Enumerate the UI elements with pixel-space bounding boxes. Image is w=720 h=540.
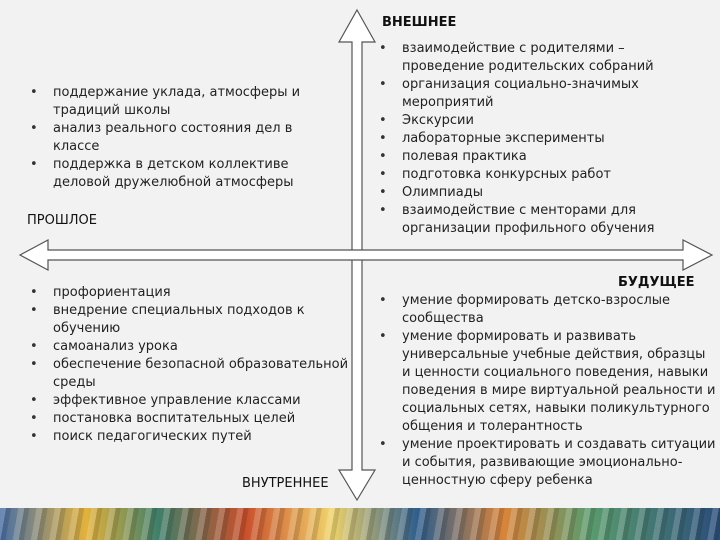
list-item: • постановка воспитательных целей [27, 410, 357, 428]
list-item: • взаимодействие с родителями – проведение родительских собраний [376, 40, 666, 76]
list-item: • подготовка конкурсных работ [376, 166, 666, 184]
list-item: • Олимпиады [376, 184, 666, 202]
list-item: • эффективное управление классами [27, 392, 357, 410]
list-item: • умение формировать и развивать универсальные учебные действия, образцы и ценности социального поведения, навыки поведения в мире виртуальной реальности и социальных сетях, навыки поликультурного общения и толерантность [376, 328, 716, 436]
list-item: • анализ реального состояния дел в классе [27, 120, 302, 156]
list-item: • поддержание уклада, атмосферы и традиций школы [27, 84, 302, 120]
list-item: • самоанализ урока [27, 338, 357, 356]
label-future: БУДУЩЕЕ [618, 275, 695, 290]
list-item: • профориентация [27, 284, 357, 302]
list-item: • внедрение специальных подходов к обучению [27, 302, 357, 338]
decorative-bottom-strip [0, 508, 720, 540]
list-item: • умение формировать детско-взрослые сообщества [376, 292, 716, 328]
list-item: • Экскурсии [376, 112, 666, 130]
bottom-left-list [27, 284, 357, 446]
top-right-list [376, 40, 666, 238]
label-external: ВНЕШНЕЕ [382, 15, 457, 30]
list-item: • организация социально-значимых мероприятий [376, 76, 666, 112]
bottom-right-list [376, 292, 716, 490]
top-left-list [27, 84, 302, 192]
list-item: • обеспечение безопасной образовательной среды [27, 356, 357, 392]
label-past: ПРОШЛОЕ [27, 213, 97, 228]
list-item: • лабораторные эксперименты [376, 130, 666, 148]
list-item: • поддержка в детском коллективе деловой дружелюбной атмосферы [27, 156, 302, 192]
label-internal: ВНУТРЕННЕЕ [242, 476, 329, 491]
list-item: • умение проектировать и создавать ситуации и события, развивающие эмоционально-ценностную сферу ребенка [376, 436, 716, 490]
horizontal-arrow [20, 240, 712, 270]
list-item: • полевая практика [376, 148, 666, 166]
list-item: • поиск педагогических путей [27, 428, 357, 446]
list-item: • взаимодействие с менторами для организации профильного обучения [376, 202, 666, 238]
